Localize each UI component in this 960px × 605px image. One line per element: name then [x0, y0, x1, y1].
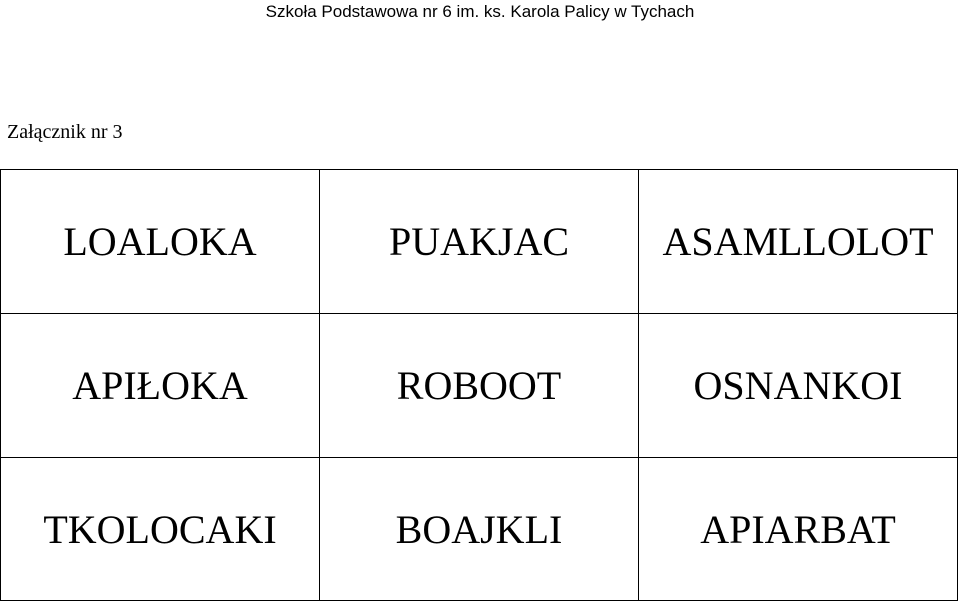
- word-cell: APIŁOKA: [1, 314, 320, 458]
- word-cell: OSNANKOI: [639, 314, 957, 458]
- word-cell: APIARBAT: [700, 506, 896, 552]
- word-cell: LOALOKA: [1, 170, 320, 314]
- school-header: Szkoła Podstawowa nr 6 im. ks. Karola Palicy w Tychach: [265, 2, 695, 21]
- word-cell: ROBOOT: [320, 314, 639, 458]
- word-cell: TKOLOCAKI: [1, 458, 320, 600]
- attachment-label: Załącznik nr 3: [7, 121, 123, 143]
- word-cell: BOAJKLI: [320, 458, 639, 600]
- word-cell: ASAMLLOLOT: [639, 170, 957, 314]
- word-cell: PUAKJAC: [320, 170, 639, 314]
- word-grid: [0, 169, 958, 601]
